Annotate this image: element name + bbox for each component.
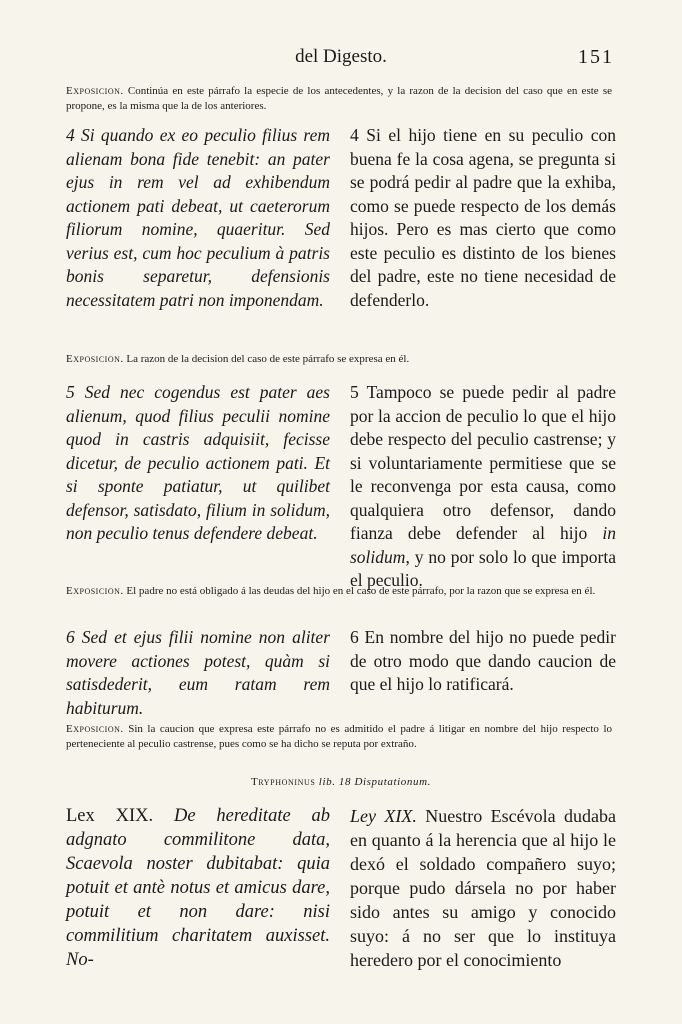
exposition-note	[66, 722, 612, 752]
exposition-text: La razon de la decision del caso de este párrafo se expresa en él.	[126, 353, 410, 365]
page-number: 151	[578, 46, 614, 68]
exposition-label: Exposicion.	[66, 585, 124, 597]
source-reference: lib. 18 Disputationum.	[318, 776, 432, 788]
exposition-text: Continúa en este párrafo la especie de los antecedentes, y la razon de la decision del caso que en este se propone, es la misma que la de los anteriores.	[66, 85, 613, 112]
page-header	[0, 46, 682, 72]
latin-paragraph: 5 Sed nec cogendus est pater aes alienum, quod filius peculii nomine quod in castris adquisiit, fecisse dicetur, de peculio actionem pati. Et si sponte patiatur, ut quilibet defensor, satisdato, filium in solidum, non peculio tenus defendere debeat.	[66, 382, 330, 543]
exposition-label: Exposicion.	[66, 723, 124, 735]
source-author: Tryphoninus	[250, 776, 316, 788]
latin-paragraph: 4 Si quando ex eo peculio filius rem alienam bona fide tenebit: an pater ejus in rem vel ad exhibendum actionem pati debeat, ut caeterorum filiorum nomine, quaeritur. Sed verius est, cum hoc peculium à patris bonis separetur, defensionis necessitatem patri non imponendam.	[66, 125, 330, 310]
law-latin-paragraph	[66, 804, 330, 972]
law-label: Ley XIX.	[350, 806, 417, 826]
exposition-text: Sin la caucion que expresa este párrafo no es admitido el padre á litigar en nombre del hijo respecto lo perteneciente al peculio castrense, pues como se ha dicho se reputa por extraño.	[66, 723, 613, 750]
exposition-note	[66, 84, 612, 114]
spanish-paragraph: 6 En nombre del hijo no puede pedir de otro modo que dando caucion de que el hijo lo ratificará.	[350, 627, 616, 694]
running-title: del Digesto.	[295, 46, 387, 67]
exposition-text: El padre no está obligado á las deudas del hijo en el caso de este párrafo, por la razon que se expresa en él.	[126, 585, 596, 597]
exposition-label: Exposicion.	[66, 85, 124, 97]
exposition-label: Exposicion.	[66, 353, 124, 365]
spanish-italic-phrase: in solidum	[350, 523, 616, 567]
spanish-text: 5 Tampoco se puede pedir al padre por la accion de peculio lo que el hijo debe respecto del peculio castrense; y si voluntariamente permitiese que se le reconvenga por esta causa, como qualquiera otro defensor, dando fianza debe defender al hijo	[350, 382, 616, 543]
spanish-paragraph	[350, 381, 616, 593]
latin-paragraph: 6 Sed et ejus filii nomine non aliter movere actiones potest, quàm si satisdederit, eum ratam rem habiturum.	[66, 627, 330, 718]
law-spanish-paragraph	[350, 804, 616, 972]
source-citation	[0, 776, 682, 788]
law-latin-text: De hereditate ab adgnato commilitone data, Scaevola noster dubitabat: quia potuit et antè notus et amicus dare, potuit et non dare: nisi commilitium charitatem auxisset. No-	[66, 806, 331, 970]
law-label: Lex XIX.	[66, 806, 154, 826]
exposition-note	[66, 584, 612, 599]
law-spanish-text: Nuestro Escévola dudaba en quanto á la herencia que al hijo le dexó el soldado compañero suyo; porque pudo dársela no por haber sido antes su amigo y conocido suyo: á no ser que lo instituya heredero por el conocimiento	[350, 806, 617, 970]
spanish-paragraph: 4 Si el hijo tiene en su peculio con buena fe la cosa agena, se pregunta si se podrá pedir al padre que la exhiba, como se puede respecto de los demás hijos. Pero es mas cierto que como este peculio es distinto de los bienes del padre, este no tiene necesidad de defenderlo.	[350, 125, 616, 310]
exposition-note	[66, 352, 612, 367]
spanish-text: , y no por solo lo que importa el peculio.	[350, 546, 616, 590]
